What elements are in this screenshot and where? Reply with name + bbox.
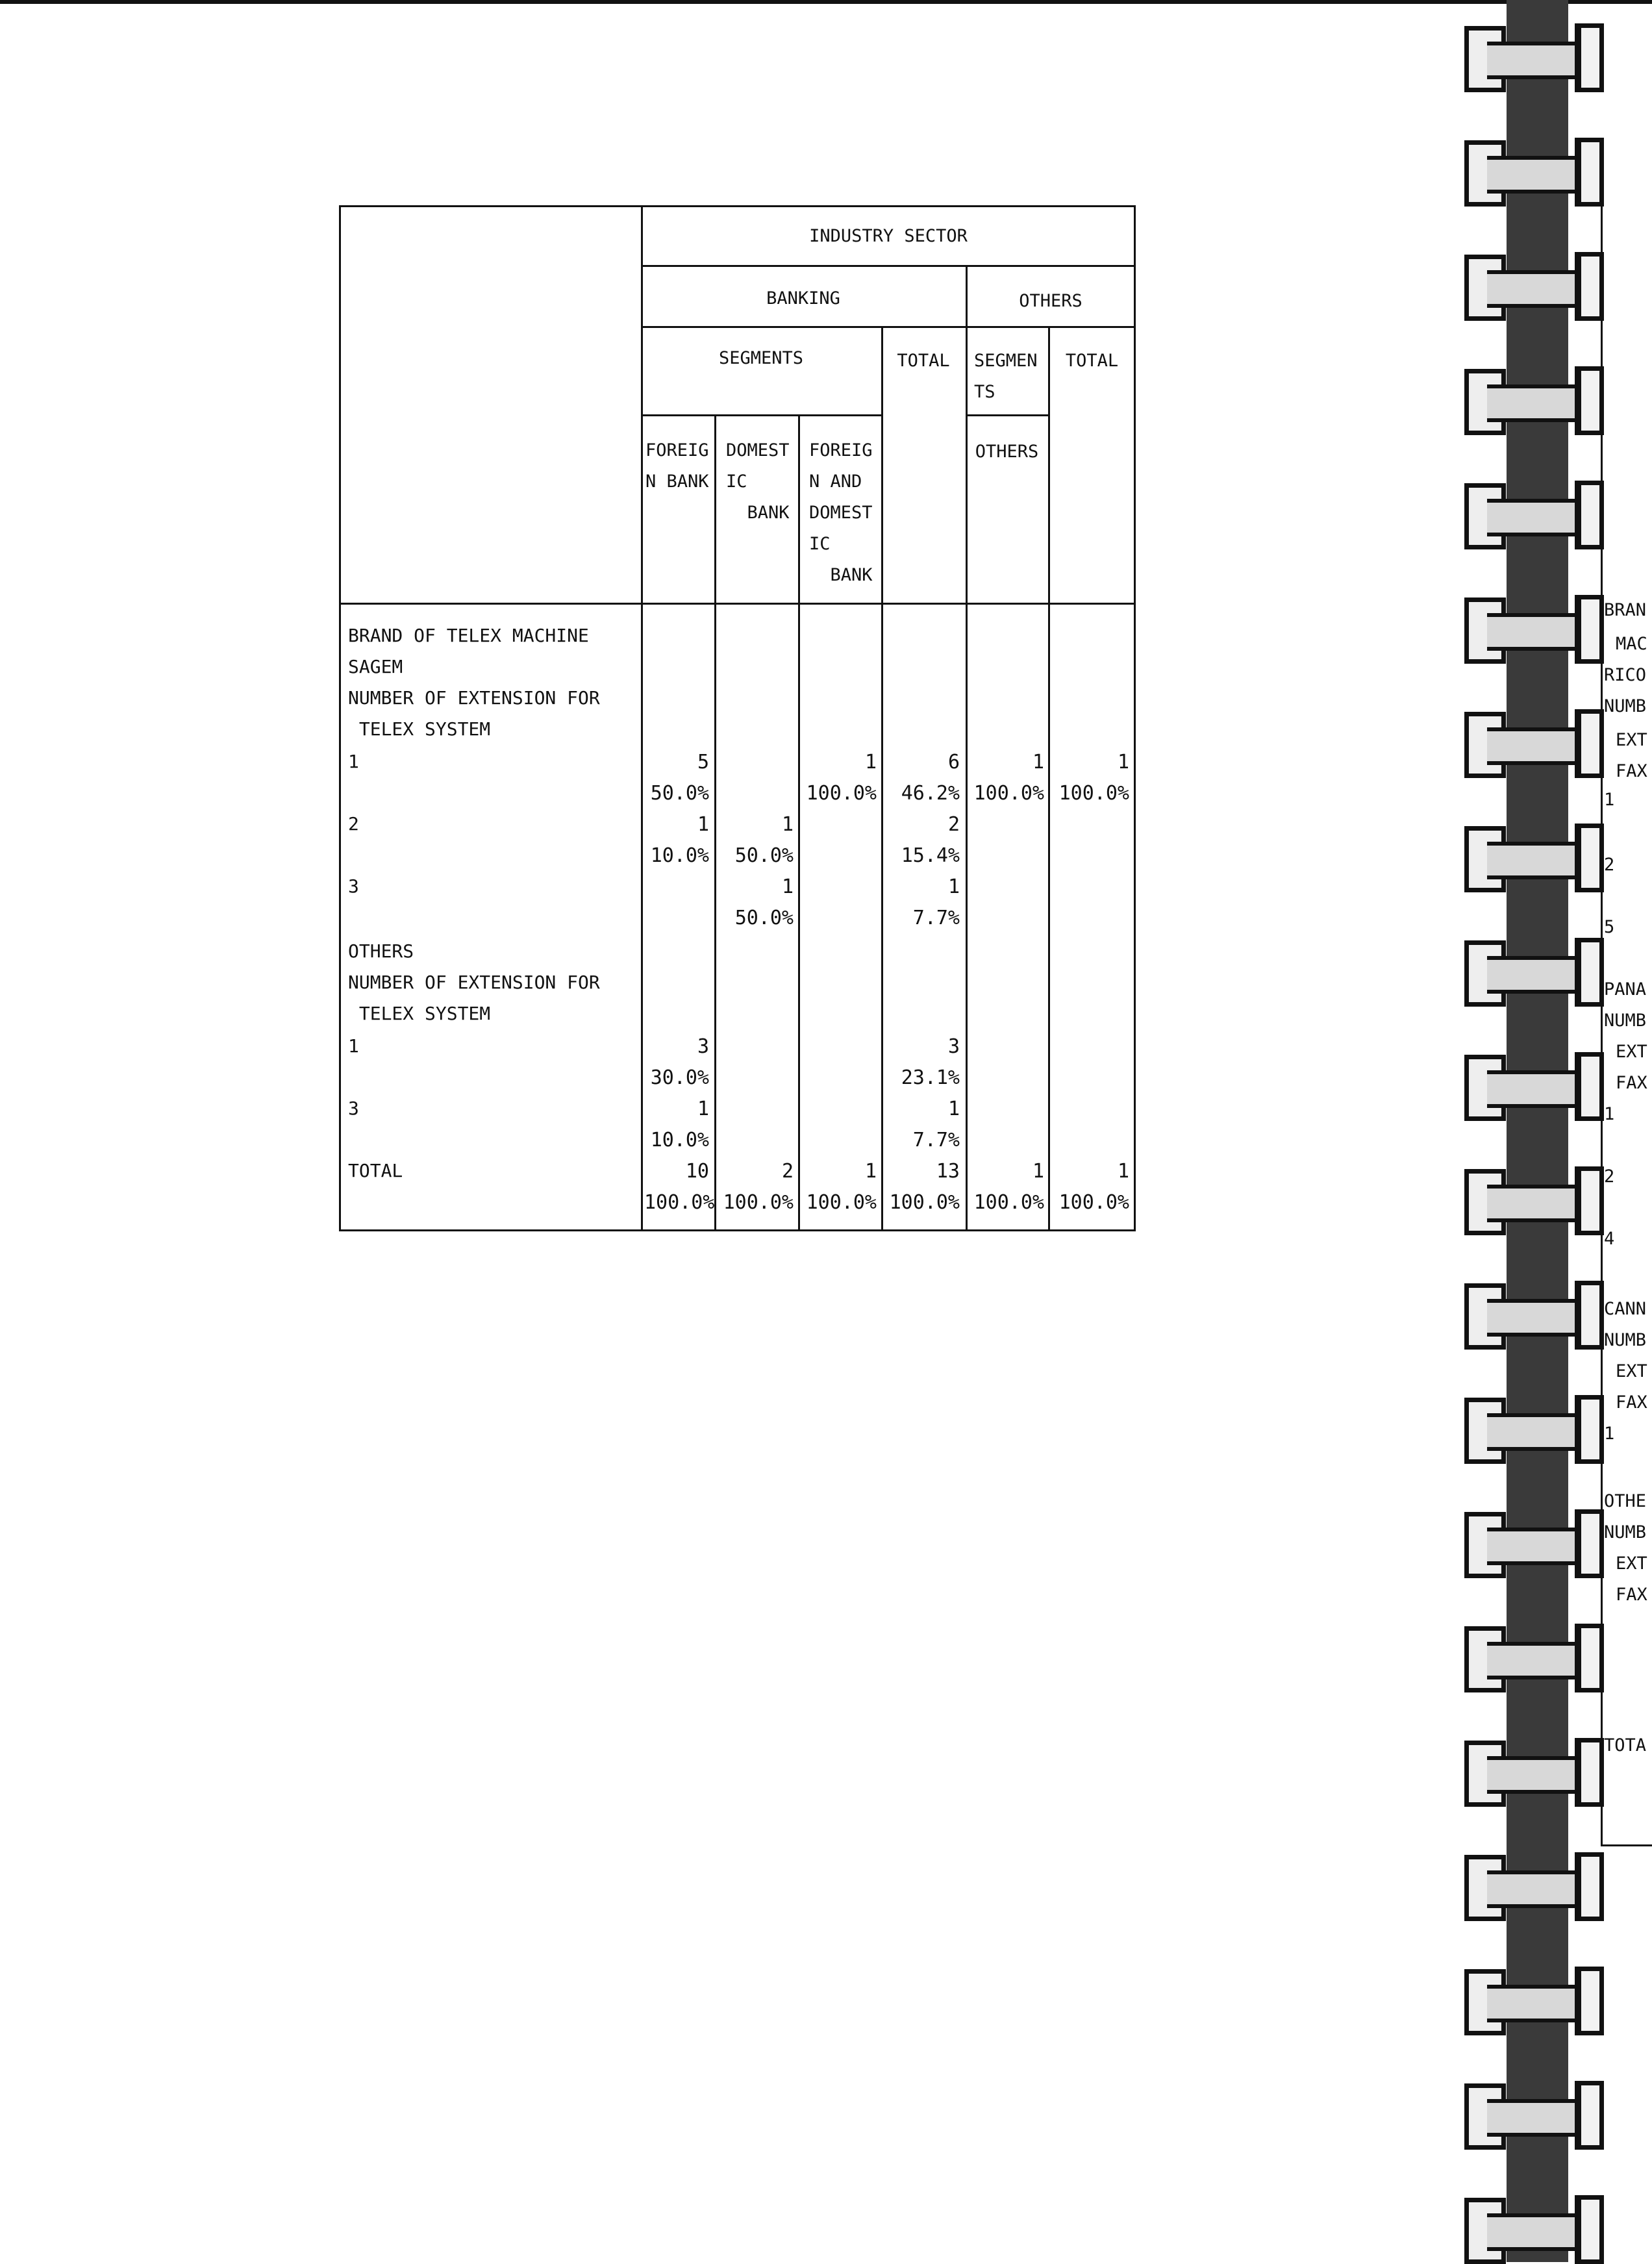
next-page-text: OTHE bbox=[1604, 1491, 1647, 1511]
next-page-text: FAX bbox=[1616, 1585, 1647, 1605]
next-page-text: BRAN bbox=[1604, 600, 1647, 620]
header-line-1 bbox=[641, 265, 1136, 267]
header-banking: BANKING bbox=[766, 288, 840, 308]
cell-count: 1 bbox=[947, 1098, 960, 1120]
header-line-3b bbox=[966, 414, 1048, 416]
binding-coil bbox=[1451, 820, 1607, 891]
next-page-text: NUMB bbox=[1604, 696, 1647, 716]
header-domestic-bank: DOMEST IC BANK bbox=[726, 440, 790, 523]
binding-coil bbox=[1451, 1277, 1607, 1348]
scan-top-edge bbox=[0, 0, 1652, 4]
next-page-text: CANN bbox=[1604, 1299, 1647, 1319]
cell-count: 1 bbox=[781, 813, 794, 836]
binding-coil bbox=[1451, 362, 1607, 434]
cell-percent: 100.0% bbox=[644, 1191, 715, 1214]
cell-percent: 100.0% bbox=[806, 1191, 877, 1214]
cell-count: 2 bbox=[947, 813, 960, 836]
binding-coil bbox=[1451, 134, 1607, 205]
cell-percent: 100.0% bbox=[723, 1191, 794, 1214]
next-page-text: 1 bbox=[1604, 1424, 1615, 1444]
cell-percent: 50.0% bbox=[650, 782, 709, 805]
stub-num-ext-2: NUMBER OF EXTENSION FOR bbox=[348, 972, 600, 993]
cell-count: 1 bbox=[1117, 751, 1129, 774]
header-segments: SEGMENTS bbox=[718, 348, 804, 368]
next-page-text: NUMB bbox=[1604, 1522, 1647, 1542]
cell-count: 1 bbox=[1117, 1160, 1129, 1183]
next-page-text: TOTA bbox=[1604, 1735, 1647, 1755]
header-others: OTHERS bbox=[1019, 291, 1083, 311]
cell-percent: 50.0% bbox=[734, 844, 794, 867]
stub-telex-system-1: TELEX SYSTEM bbox=[348, 718, 491, 740]
cell-percent: 30.0% bbox=[650, 1066, 709, 1089]
cell-percent: 10.0% bbox=[650, 844, 709, 867]
header-foreign-bank: FOREIG N BANK bbox=[645, 440, 709, 492]
binding-coil bbox=[1451, 2077, 1607, 2148]
header-bottom-line bbox=[339, 603, 1136, 605]
stub-telex-system-2: TELEX SYSTEM bbox=[348, 1003, 491, 1024]
table-left-border bbox=[339, 205, 341, 1231]
binding-coil bbox=[1451, 19, 1607, 91]
cell-count: 10 bbox=[685, 1160, 709, 1183]
header-line-2 bbox=[641, 326, 1136, 328]
next-page-text: 1 bbox=[1604, 790, 1615, 810]
binding-coil bbox=[1451, 248, 1607, 320]
binding-coil bbox=[1451, 1391, 1607, 1463]
stub-brand-of-telex: BRAND OF TELEX MACHINE bbox=[348, 625, 589, 646]
header-others-col: OTHERS bbox=[975, 442, 1039, 462]
cell-percent: 100.0% bbox=[1058, 782, 1129, 805]
next-page-text: PANA bbox=[1604, 979, 1647, 1000]
cell-percent: 100.0% bbox=[806, 782, 877, 805]
cell-percent: 100.0% bbox=[973, 782, 1044, 805]
col-line-total bbox=[881, 326, 883, 1231]
cell-count: 1 bbox=[781, 875, 794, 898]
header-foreign-domestic-bank: FOREIG N AND DOMEST IC BANK bbox=[809, 440, 873, 585]
next-page-text: EXT bbox=[1616, 1042, 1647, 1062]
next-page-text: RICO bbox=[1604, 665, 1647, 685]
col-line-banking-others bbox=[966, 265, 968, 1231]
stub-row-5: 3 bbox=[348, 1098, 359, 1119]
cell-count: 1 bbox=[864, 1160, 877, 1183]
table-bottom-border bbox=[339, 1229, 1136, 1231]
cell-percent: 46.2% bbox=[901, 782, 960, 805]
col-line-db-fd bbox=[798, 414, 800, 1231]
header-total-others: TOTAL bbox=[1065, 351, 1119, 371]
next-page-text: 1 bbox=[1604, 1104, 1615, 1124]
table-top-border bbox=[339, 205, 1136, 207]
col-line-fb-db bbox=[714, 414, 716, 1231]
stub-row-4: 1 bbox=[348, 1035, 359, 1057]
next-page-text: MAC bbox=[1616, 634, 1647, 654]
next-page-text: FAX bbox=[1616, 761, 1647, 781]
cell-count: 1 bbox=[864, 751, 877, 774]
cell-count: 5 bbox=[697, 751, 709, 774]
stub-others: OTHERS bbox=[348, 940, 414, 962]
cell-percent: 100.0% bbox=[1058, 1191, 1129, 1214]
stub-num-ext-1: NUMBER OF EXTENSION FOR bbox=[348, 687, 600, 709]
next-page-text: NUMB bbox=[1604, 1011, 1647, 1031]
cell-count: 1 bbox=[1032, 751, 1044, 774]
stub-total: TOTAL bbox=[348, 1160, 403, 1181]
cell-count: 6 bbox=[947, 751, 960, 774]
next-page-text: 4 bbox=[1604, 1229, 1615, 1249]
binding-spine bbox=[1507, 0, 1568, 2262]
header-line-3a bbox=[641, 414, 881, 416]
next-page-text: FAX bbox=[1616, 1392, 1647, 1413]
next-page-text: FAX bbox=[1616, 1073, 1647, 1093]
next-page-text: 5 bbox=[1604, 917, 1615, 937]
binding-coil bbox=[1451, 591, 1607, 662]
next-page-text: EXT bbox=[1616, 730, 1647, 750]
binding-coil bbox=[1451, 477, 1607, 548]
header-total: TOTAL bbox=[897, 351, 950, 371]
binding-coil bbox=[1451, 934, 1607, 1005]
stub-row-1: 1 bbox=[348, 751, 359, 772]
crosstab-table bbox=[339, 205, 1136, 1231]
cell-count: 13 bbox=[936, 1160, 960, 1183]
stub-row-2: 2 bbox=[348, 813, 359, 835]
cell-count: 3 bbox=[697, 1035, 709, 1058]
next-page-text: EXT bbox=[1616, 1361, 1647, 1381]
next-page-text: NUMB bbox=[1604, 1330, 1647, 1350]
next-page-text: 2 bbox=[1604, 855, 1615, 875]
next-page-text: EXT bbox=[1616, 1553, 1647, 1574]
cell-count: 3 bbox=[947, 1035, 960, 1058]
header-segments-others: SEGMEN TS bbox=[974, 351, 1038, 402]
binding-coil bbox=[1451, 1620, 1607, 1691]
cell-percent: 15.4% bbox=[901, 844, 960, 867]
cell-count: 1 bbox=[1032, 1160, 1044, 1183]
next-page-text: 2 bbox=[1604, 1166, 1615, 1187]
binding-coil bbox=[1451, 2191, 1607, 2263]
cell-percent: 7.7% bbox=[912, 1129, 960, 1151]
cell-percent: 7.7% bbox=[912, 907, 960, 929]
stub-sagem: SAGEM bbox=[348, 656, 403, 677]
col-line-others-total bbox=[1048, 326, 1050, 1231]
binding-coil bbox=[1451, 1963, 1607, 2034]
cell-count: 2 bbox=[781, 1160, 794, 1183]
header-industry-sector: INDUSTRY SECTOR bbox=[809, 226, 968, 246]
binding-coil bbox=[1451, 1505, 1607, 1577]
stub-row-3: 3 bbox=[348, 875, 359, 897]
cell-percent: 100.0% bbox=[889, 1191, 960, 1214]
cell-count: 1 bbox=[947, 875, 960, 898]
cell-count: 1 bbox=[697, 1098, 709, 1120]
binding-coil bbox=[1451, 1048, 1607, 1120]
cell-percent: 10.0% bbox=[650, 1129, 709, 1151]
cell-percent: 100.0% bbox=[973, 1191, 1044, 1214]
cell-percent: 23.1% bbox=[901, 1066, 960, 1089]
cell-percent: 50.0% bbox=[734, 907, 794, 929]
binding-coil bbox=[1451, 1163, 1607, 1234]
cell-count: 1 bbox=[697, 813, 709, 836]
binding-coil bbox=[1451, 1734, 1607, 1805]
binding-coil bbox=[1451, 705, 1607, 777]
binding-coil bbox=[1451, 1848, 1607, 1920]
